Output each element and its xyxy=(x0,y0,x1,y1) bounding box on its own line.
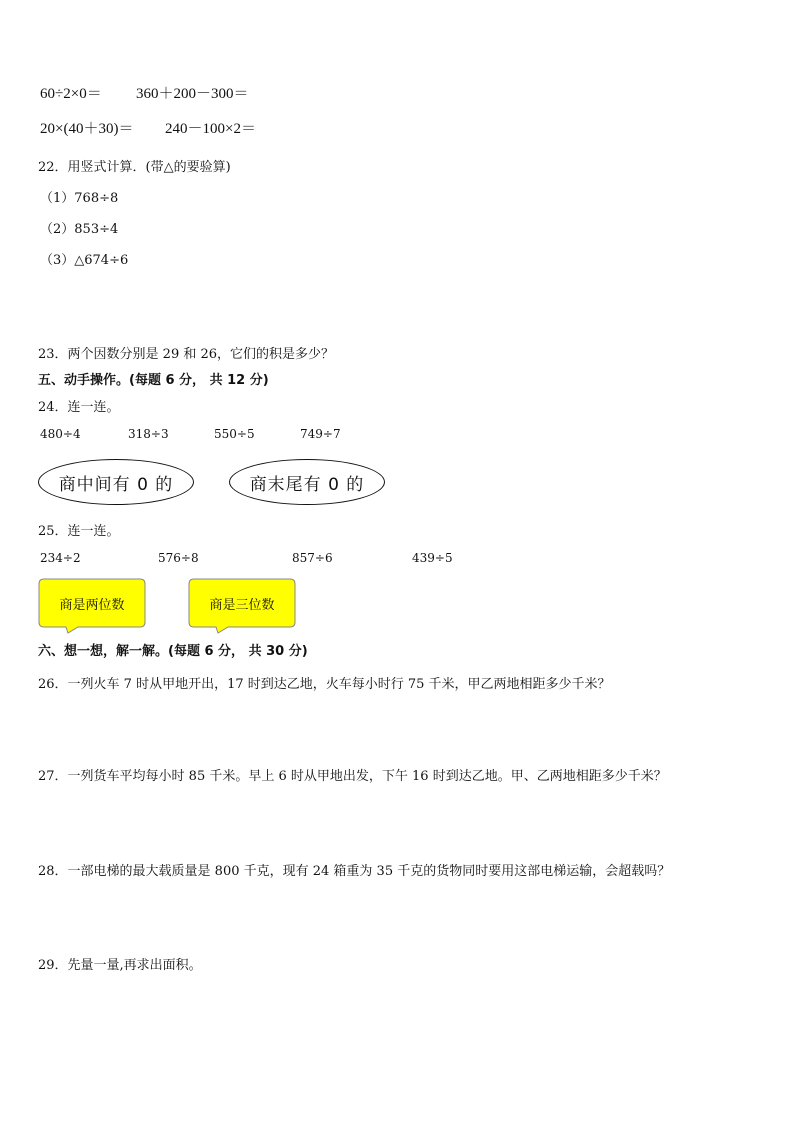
bubble-two-digit-label: 商是两位数 xyxy=(59,597,125,613)
oval-end-zero[interactable] xyxy=(229,459,385,505)
oval-middle-zero-label: 商中间有 0 的 xyxy=(58,474,174,495)
bubble-three-digit[interactable] xyxy=(188,578,296,634)
question-23: 23．两个因数分别是 29 和 26，它们的积是多少？ xyxy=(38,347,335,362)
question-22-item-2: （2）853÷4 xyxy=(40,222,119,237)
bubble-two-digit[interactable] xyxy=(38,578,146,634)
section-5-heading: 五、动手操作。(每题 6 分， 共 12 分) xyxy=(38,373,269,388)
q24-expression: 318÷3 xyxy=(128,427,169,441)
q25-expression: 857÷6 xyxy=(292,551,333,565)
question-28: 28．一部电梯的最大载质量是 800 千克，现有 24 箱重为 35 千克的货物同时要用这部电梯运输，会超载吗？ xyxy=(38,864,671,879)
question-22-title: 22．用竖式计算．(带△的要验算) xyxy=(38,160,231,175)
math-row-1-left: 60÷2×0＝ xyxy=(40,86,102,102)
oval-middle-zero[interactable] xyxy=(38,459,194,505)
q24-expression: 480÷4 xyxy=(40,427,81,441)
math-row-2-left: 20×(40＋30)＝ xyxy=(40,121,134,137)
question-22-item-3: （3）△674÷6 xyxy=(40,253,129,268)
question-25-title: 25．连一连。 xyxy=(38,524,120,539)
q25-expression: 234÷2 xyxy=(40,551,81,565)
question-24-title: 24．连一连。 xyxy=(38,400,120,415)
q25-expression: 576÷8 xyxy=(158,551,199,565)
q25-expression: 439÷5 xyxy=(412,551,453,565)
oval-end-zero-label: 商末尾有 0 的 xyxy=(249,474,365,495)
question-27: 27．一列货车平均每小时 85 千米。早上 6 时从甲地出发，下午 16 时到达乙地。甲、乙两地相距多少千米？ xyxy=(38,769,667,784)
math-row-2-right: 240－100×2＝ xyxy=(165,121,256,137)
question-26: 26．一列火车 7 时从甲地开出，17 时到达乙地，火车每小时行 75 千米，甲乙两地相距多少千米？ xyxy=(38,677,611,692)
q24-expression: 749÷7 xyxy=(300,427,341,441)
q24-expression: 550÷5 xyxy=(214,427,255,441)
bubble-three-digit-label: 商是三位数 xyxy=(209,597,275,613)
section-6-heading: 六、想一想，解一解。(每题 6 分， 共 30 分) xyxy=(38,644,308,659)
question-22-item-1: （1）768÷8 xyxy=(40,191,119,206)
math-row-1-right: 360＋200－300＝ xyxy=(136,86,249,102)
question-29: 29．先量一量,再求出面积。 xyxy=(38,958,202,973)
